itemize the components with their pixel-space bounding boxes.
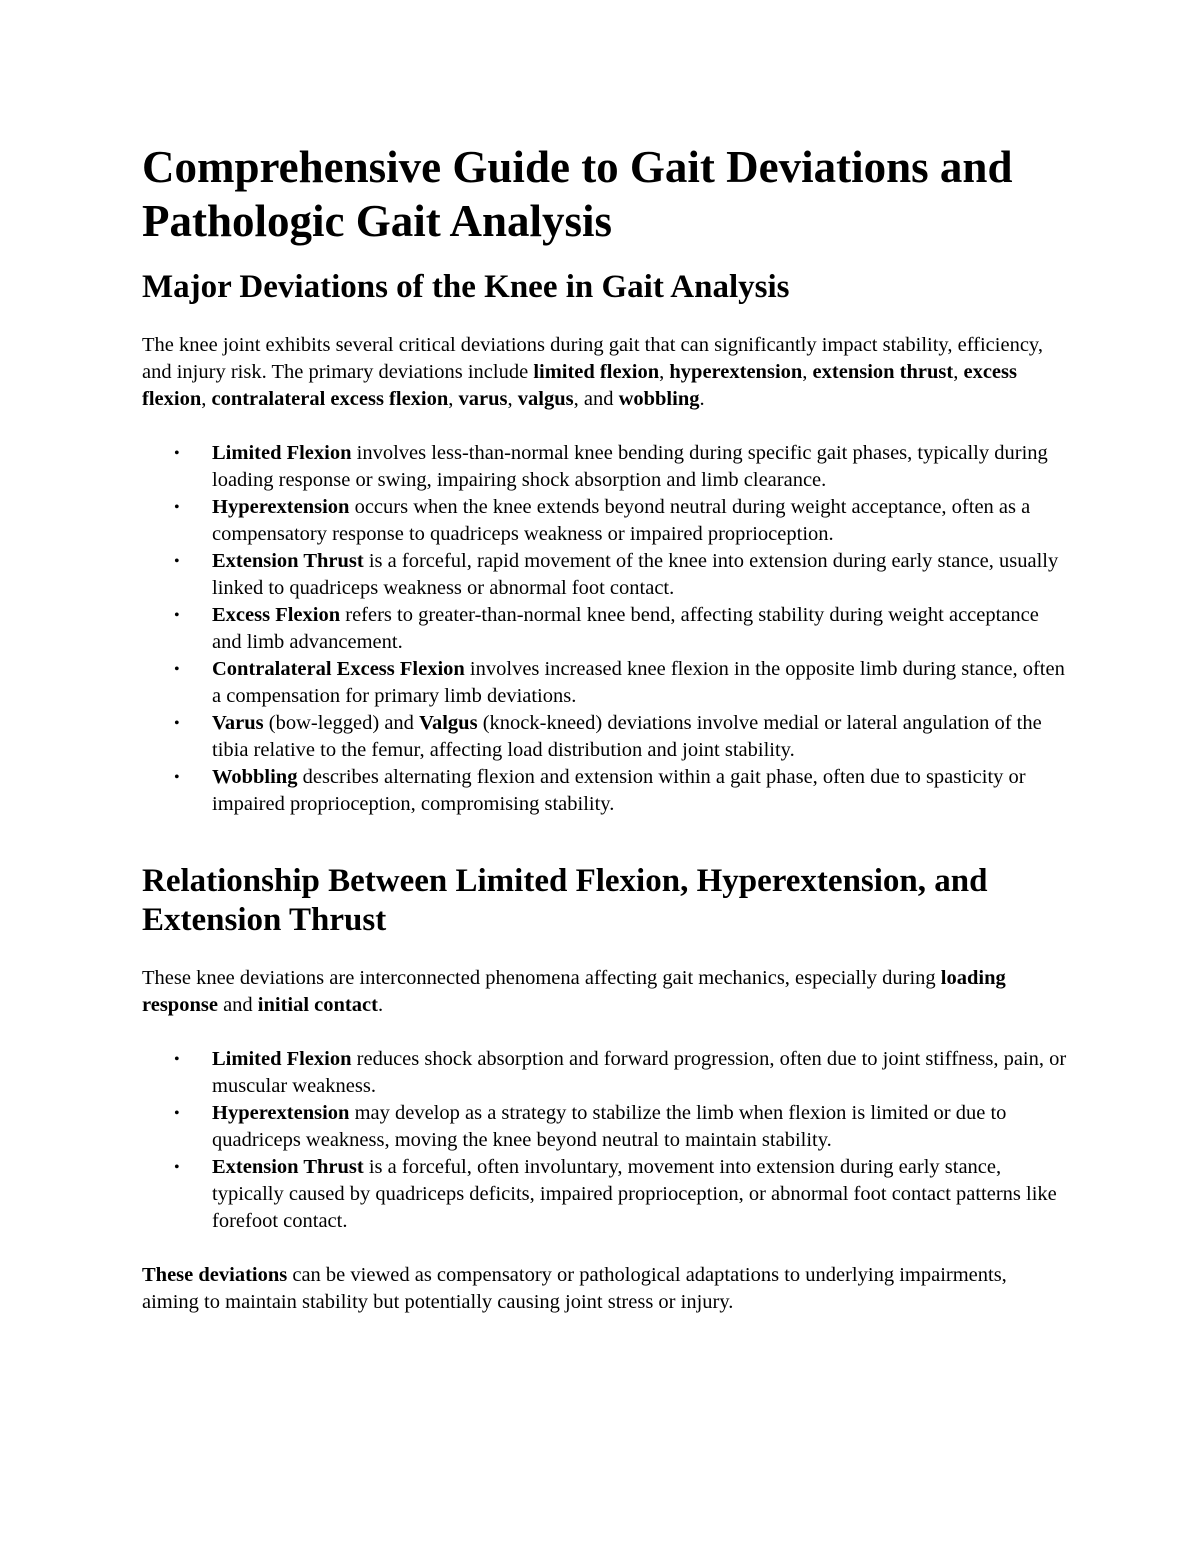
bullet-icon: •	[174, 445, 180, 462]
bullet-icon: •	[174, 607, 180, 624]
item-text: occurs when the knee extends beyond neutral during weight acceptance, often as a compensatory response to quadriceps weakness or impaired proprioception.	[212, 496, 1031, 545]
document-page	[142, 140, 1067, 1343]
bullet-icon: •	[174, 769, 180, 786]
bullet-icon: •	[174, 499, 180, 516]
document-title: Comprehensive Guide to Gait Deviations and Pathologic Gait Analysis	[142, 142, 1013, 246]
list-item	[142, 440, 1067, 494]
bullet-icon: •	[174, 1159, 180, 1176]
item-text: refers to greater-than-normal knee bend, affecting stability during weight acceptance and limb advancement.	[212, 604, 1039, 653]
item-term: Limited Flexion	[212, 1048, 352, 1070]
list-item	[142, 602, 1067, 656]
item-term: Hyperextension	[212, 1102, 350, 1124]
list-item	[142, 494, 1067, 548]
closing-paragraph	[142, 1262, 1067, 1316]
item-text: (bow-legged) and	[263, 712, 420, 734]
term-excess-flexion: excess flexion	[142, 361, 1017, 410]
item-text: may develop as a strategy to stabilize the limb when flexion is limited or due to quadriceps weakness, moving the knee beyond neutral to maintain stability.	[212, 1102, 1007, 1151]
item-term: Extension Thrust	[212, 550, 364, 572]
item-text: reduces shock absorption and forward progression, often due to joint stiffness, pain, or muscular weakness.	[212, 1048, 1067, 1097]
item-text: is a forceful, often involuntary, movement into extension during early stance, typically caused by quadriceps deficits, impaired proprioception, or abnormal foot contact patterns like forefoot contact.	[212, 1156, 1057, 1232]
list-item	[142, 764, 1067, 818]
bullet-icon: •	[174, 553, 180, 570]
term-valgus: valgus	[517, 388, 574, 410]
item-term: Excess Flexion	[212, 604, 341, 626]
item-text: involves increased knee flexion in the opposite limb during stance, often a compensation for primary limb deviations.	[212, 658, 1065, 707]
bullet-icon: •	[174, 715, 180, 732]
list-item	[142, 656, 1067, 710]
bullet-icon: •	[174, 1105, 180, 1122]
bullet-icon: •	[174, 661, 180, 678]
item-term-2: Valgus	[419, 712, 478, 734]
bullet-icon: •	[174, 1051, 180, 1068]
list-item	[142, 1046, 1067, 1100]
term-loading-response: loading response	[142, 967, 1006, 1016]
closing-term: These deviations	[142, 1264, 288, 1286]
term-initial-contact: initial contact	[257, 994, 378, 1016]
item-text: involves less-than-normal knee bending during specific gait phases, typically during loading response or swing, impairing shock absorption and limb clearance.	[212, 442, 1048, 491]
term-hyperextension: hyperextension	[669, 361, 803, 383]
term-extension-thrust: extension thrust	[812, 361, 954, 383]
term-limited-flexion: limited flexion	[533, 361, 660, 383]
item-term: Extension Thrust	[212, 1156, 364, 1178]
knee-deviations-list	[142, 440, 1067, 818]
list-item	[142, 548, 1067, 602]
item-text: describes alternating flexion and extension within a gait phase, often due to spasticity or impaired proprioception, compromising stability.	[212, 766, 1026, 815]
list-item	[142, 710, 1067, 764]
item-term: Varus	[212, 712, 264, 734]
intro-text: The knee joint exhibits several critical deviations during gait that can significantly impact stability, efficiency, and injury risk. The primary deviations include	[142, 334, 1043, 383]
term-wobbling: wobbling	[618, 388, 700, 410]
section-heading-knee-deviations: Major Deviations of the Knee in Gait Analysis	[142, 269, 790, 305]
term-contralateral-excess-flexion: contralateral excess flexion	[211, 388, 449, 410]
item-text: (knock-kneed) deviations involve medial or lateral angulation of the tibia relative to the femur, affecting load distribution and joint stability.	[212, 712, 1042, 761]
section1-intro-paragraph: The knee joint exhibits several critical deviations during gait that can significantly impact stability, efficiency, and injury risk. The primary deviations include limited flexion, hyperextension, extension thrust, excess flexion, contralateral excess flexion, varus, valgus, and wobbling.	[142, 334, 1043, 410]
term-varus: varus	[458, 388, 508, 410]
closing-text: can be viewed as compensatory or pathological adaptations to underlying impairments, aiming to maintain stability but potentially causing joint stress or injury.	[142, 1264, 1007, 1313]
section-heading-relationship: Relationship Between Limited Flexion, Hyperextension, and Extension Thrust	[142, 863, 988, 938]
item-term: Hyperextension	[212, 496, 350, 518]
item-text: is a forceful, rapid movement of the knee into extension during early stance, usually linked to quadriceps weakness or abnormal foot contact.	[212, 550, 1059, 599]
relationship-list	[142, 1046, 1067, 1235]
item-term: Limited Flexion	[212, 442, 352, 464]
item-term: Contralateral Excess Flexion	[212, 658, 465, 680]
section2-intro-paragraph: These knee deviations are interconnected phenomena affecting gait mechanics, especially during loading response and initial contact.	[142, 967, 1006, 1016]
list-item	[142, 1154, 1067, 1235]
item-term: Wobbling	[212, 766, 298, 788]
list-item	[142, 1100, 1067, 1154]
